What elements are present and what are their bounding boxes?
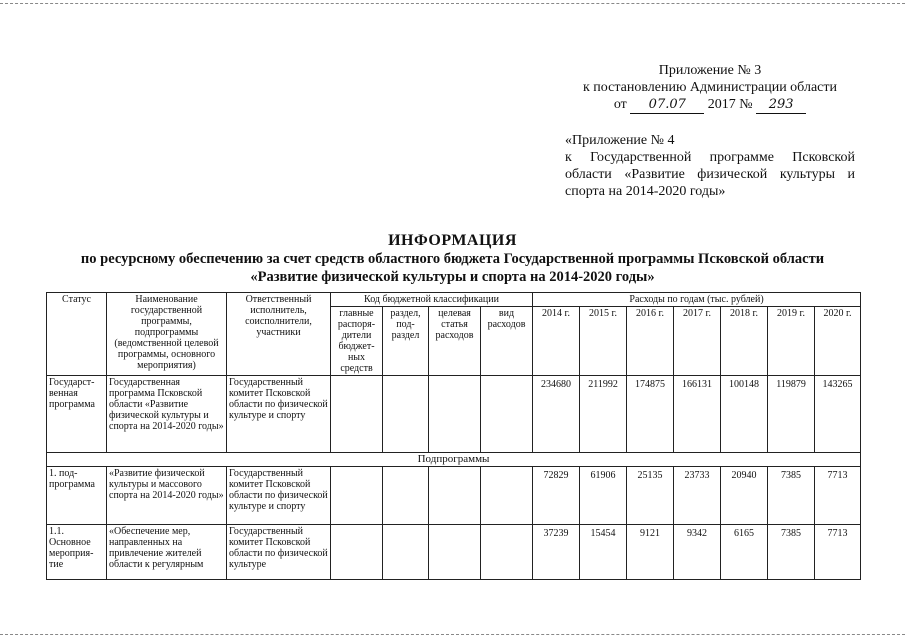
header-code-col: главные распоря-дители бюджет-ных средств [331,307,383,376]
header-expenses: Расходы по годам (тыс. рублей) [533,293,861,307]
resource-table [46,292,861,580]
table-row [47,525,861,580]
row-code-cell [429,376,481,453]
row-name: «Обеспечение мер, направленных на привлечение жителей области к регулярным [107,525,227,580]
row-status: Государст-венная программа [47,376,107,453]
header-code-col: целевая статья расходов [429,307,481,376]
appendix-line1: Приложение № 3 [658,63,762,78]
header-name: Наименование государственной программы, подпрограммы (ведомственной целевой программы, основного мероприятия) [107,293,227,376]
row-code-cell [481,467,533,525]
row-code-cell [331,467,383,525]
header-year: 2017 г. [674,307,721,376]
row-code-cell [331,376,383,453]
row-value: 100148 [721,376,768,453]
document-subtitle-2: «Развитие физической культуры и спорта на 2014-2020 годы» [250,269,655,285]
header-code-col: раздел, под-раздел [383,307,429,376]
row-code-cell [429,467,481,525]
row-value: 234680 [533,376,580,453]
appendix-quote-line1: «Приложение № 4 [565,133,675,148]
row-code-cell [331,525,383,580]
row-code-cell [481,376,533,453]
row-value: 143265 [815,376,861,453]
table-row [47,467,861,525]
appendix-quote-line2: к Государственной программе Псковской области «Развитие физической культуры и спорта на 2014-2020 годы» [565,150,855,199]
header-status: Статус [47,293,107,376]
row-status: 1. под-программа [47,467,107,525]
row-executor: Государственный комитет Псковской области по физической культуре и спорту [227,376,331,453]
scan-edge-bottom [0,634,905,636]
row-value: 72829 [533,467,580,525]
appendix-quote [565,132,855,200]
appendix-date-line [565,96,855,114]
appendix-line2: к постановлению Администрации области [583,80,837,95]
row-value: 211992 [580,376,627,453]
header-year: 2018 г. [721,307,768,376]
row-value: 174875 [627,376,674,453]
row-executor: Государственный комитет Псковской области по физической культуре и спорту [227,467,331,525]
row-value: 20940 [721,467,768,525]
handwritten-date: 07.07 [630,96,704,114]
header-code-col: вид расходов [481,307,533,376]
row-executor: Государственный комитет Псковской области по физической культуре [227,525,331,580]
row-code-cell [383,376,429,453]
row-code-cell [429,525,481,580]
document-subtitle-1: по ресурсному обеспечению за счет средств областного бюджета Государственной программы Псковской области [80,251,825,267]
row-status: 1.1. Основное мероприя-тие [47,525,107,580]
header-budget-code: Код бюджетной классификации [331,293,533,307]
row-value: 166131 [674,376,721,453]
row-value: 61906 [580,467,627,525]
header-year: 2015 г. [580,307,627,376]
header-year: 2019 г. [768,307,815,376]
row-value: 119879 [768,376,815,453]
date-prefix: от [613,97,627,112]
appendix-header [565,62,855,114]
row-value: 9342 [674,525,721,580]
header-executor: Ответственный исполнитель, соисполнители, участники [227,293,331,376]
row-code-cell [383,525,429,580]
row-value: 15454 [580,525,627,580]
header-year: 2014 г. [533,307,580,376]
handwritten-number: 293 [756,96,806,114]
header-year: 2016 г. [627,307,674,376]
row-value: 9121 [627,525,674,580]
row-code-cell [481,525,533,580]
row-value: 7385 [768,525,815,580]
scan-edge-top [0,3,905,5]
row-name: Государственная программа Псковской области «Развитие физической культуры и спорта на 2014-2020 годы» [107,376,227,453]
row-name: «Развитие физической культуры и массового спорта на 2014-2020 годы» [107,467,227,525]
row-value: 6165 [721,525,768,580]
document-title: ИНФОРМАЦИЯ [388,232,517,249]
row-value: 7385 [768,467,815,525]
row-value: 7713 [815,525,861,580]
document-heading [0,232,905,286]
subprograms-label: Подпрограммы [47,453,861,467]
table-row [47,376,861,453]
row-value: 23733 [674,467,721,525]
row-value: 7713 [815,467,861,525]
subprograms-row [47,453,861,467]
row-code-cell [383,467,429,525]
year-text: 2017 № [707,97,753,112]
header-year: 2020 г. [815,307,861,376]
row-value: 37239 [533,525,580,580]
row-value: 25135 [627,467,674,525]
